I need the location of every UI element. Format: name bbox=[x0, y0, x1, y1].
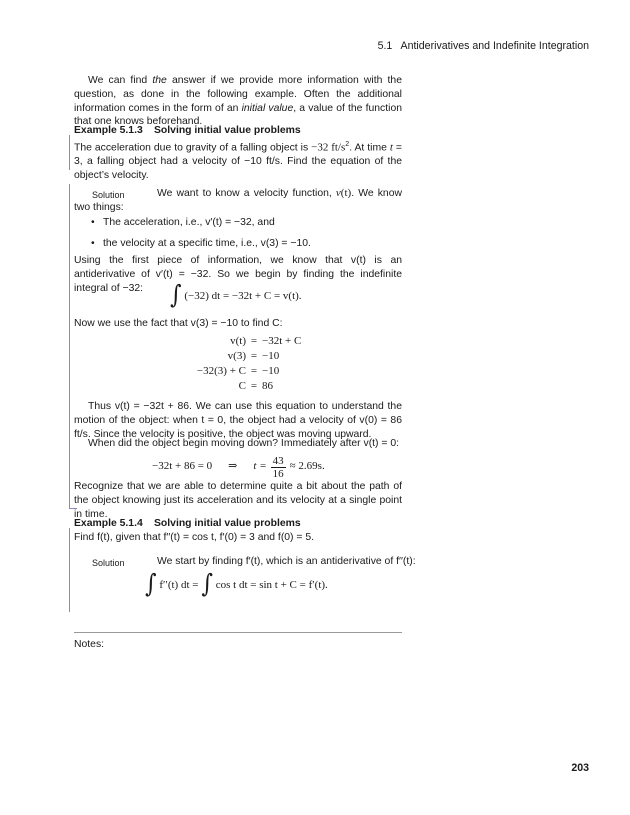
intro-text-3: , a value of the function that one knows beforehand. bbox=[74, 102, 402, 128]
intro-text-1: We can find bbox=[88, 75, 153, 86]
solution-v: v bbox=[335, 187, 341, 199]
intro-text-2: answer if we provide more information with the question, as done in the following example. Often the additional information comes in the form of an bbox=[74, 75, 402, 114]
solution-text-1: We want to know a velocity function, bbox=[157, 188, 336, 199]
system-rhs: −32t + C bbox=[262, 334, 302, 347]
example-1-paragraph-3: Now we use the fact that v(3) = −10 to find C: bbox=[74, 318, 283, 329]
system-lhs: v(t) bbox=[230, 334, 246, 347]
example-1-solution-intro bbox=[74, 187, 402, 215]
example-1-title: Solving initial value problems bbox=[154, 125, 301, 136]
system-lhs: −32(3) + C bbox=[196, 364, 246, 377]
equals-sign: = bbox=[250, 379, 258, 392]
example-1-margin-bar bbox=[69, 184, 70, 508]
time-equation bbox=[152, 452, 325, 482]
statement-accel: −32 ft/s bbox=[311, 141, 346, 154]
system-rhs: −10 bbox=[262, 364, 280, 377]
example-1-paragraph-5: When did the object begin moving down? Immediately after v(t) = 0: bbox=[88, 438, 400, 449]
example-1-heading bbox=[74, 124, 404, 138]
system-lhs: C bbox=[238, 379, 246, 392]
integral-equation-2 bbox=[145, 570, 328, 600]
integral-equation-1 bbox=[170, 281, 302, 311]
table-row bbox=[170, 349, 301, 364]
table-row bbox=[170, 364, 301, 379]
implies-arrow: ⇒ bbox=[228, 460, 238, 473]
running-header: 5.1 Antiderivatives and Indefinite Integration bbox=[377, 40, 589, 52]
equals-sign: = bbox=[250, 364, 258, 377]
example-1-margin-bar-top bbox=[69, 135, 70, 170]
time-equation-approx: ≈ 2.69s. bbox=[289, 460, 325, 473]
integral-sign: ∫ bbox=[145, 570, 157, 599]
example-1-statement bbox=[74, 138, 402, 183]
integral-equation-2-right: cos t dt = sin t + C = f′(t). bbox=[215, 578, 328, 591]
intro-em-1: the bbox=[152, 75, 167, 86]
example-1-paragraph-4: Thus v(t) = −32t + 86. We can use this equation to understand the motion of the object: when t = 0, the object had a velocity of v(0) = 86 ft/s. Since the velocity is positive, the object was moving upward. bbox=[74, 401, 402, 440]
fraction-numerator: 43 bbox=[272, 454, 284, 467]
example-2-heading bbox=[74, 517, 404, 531]
intro-em-2: initial value bbox=[241, 102, 294, 114]
equals-sign: = bbox=[250, 349, 258, 362]
equation-system bbox=[170, 334, 301, 394]
system-lhs: v(3) bbox=[227, 349, 246, 362]
system-rhs: 86 bbox=[262, 379, 273, 392]
solution-text-2: . We know two things: bbox=[74, 188, 402, 213]
list-item: • The acceleration, i.e., v′(t) = −32, and bbox=[86, 216, 402, 230]
table-row bbox=[170, 334, 301, 349]
equals-sign: = bbox=[250, 334, 258, 347]
example-2-solution-label: Solution bbox=[92, 558, 125, 568]
fraction bbox=[271, 455, 286, 480]
example-2-title: Solving initial value problems bbox=[154, 518, 301, 529]
example-2-solution-intro: We start by finding f′(t), which is an antiderivative of f′′(t): bbox=[157, 556, 416, 567]
fraction-denominator: 16 bbox=[272, 467, 284, 480]
statement-sup: 2 bbox=[345, 141, 350, 148]
intro-paragraph bbox=[74, 74, 402, 129]
statement-t: t bbox=[389, 141, 393, 154]
notes-label: Notes: bbox=[74, 639, 105, 650]
example-1-paragraph-6: Recognize that we are able to determine quite a bit about the path of the object knowing just its acceleration and its velocity at a single point in time. bbox=[74, 481, 402, 520]
example-2-margin-bar bbox=[69, 528, 70, 612]
example-1-paragraph-2: Using the first piece of information, we know that v(t) is an antiderivative of v′(t) = −32. So we begin by finding the indefinite integral of −32: bbox=[74, 255, 402, 294]
integral-sign: ∫ bbox=[170, 281, 182, 310]
table-row bbox=[170, 379, 301, 394]
statement-text-2: . At time bbox=[349, 142, 390, 154]
integral-equation-2-left: f′′(t) dt = bbox=[159, 578, 199, 591]
integral-equation-1-body: (−32) dt = −32t + C = v(t). bbox=[184, 289, 302, 302]
solution-t: (t) bbox=[340, 187, 352, 199]
time-equation-left: −32t + 86 = 0 bbox=[152, 460, 213, 473]
known-facts-list bbox=[86, 216, 402, 251]
list-item: • the velocity at a specific time, i.e., v(3) = −10. bbox=[86, 237, 402, 251]
time-equation-t: t = bbox=[253, 460, 267, 473]
statement-text-1: The acceleration due to gravity of a falling object is bbox=[74, 142, 312, 154]
integral-sign: ∫ bbox=[201, 570, 213, 599]
example-2-statement: Find f(t), given that f′′(t) = cos t, f′(0) = 3 and f(0) = 5. bbox=[74, 532, 315, 543]
page-number: 203 bbox=[571, 762, 589, 774]
example-1-label: Example 5.1.3 bbox=[74, 125, 143, 136]
notes-divider bbox=[74, 632, 402, 633]
example-1-solution-label: Solution bbox=[92, 190, 125, 200]
system-rhs: −10 bbox=[262, 349, 280, 362]
statement-text-3: = 3, a falling object had a velocity of −10 ft/s. Find the equation of the object’s velocity. bbox=[74, 142, 403, 182]
example-2-label: Example 5.1.4 bbox=[74, 518, 143, 529]
